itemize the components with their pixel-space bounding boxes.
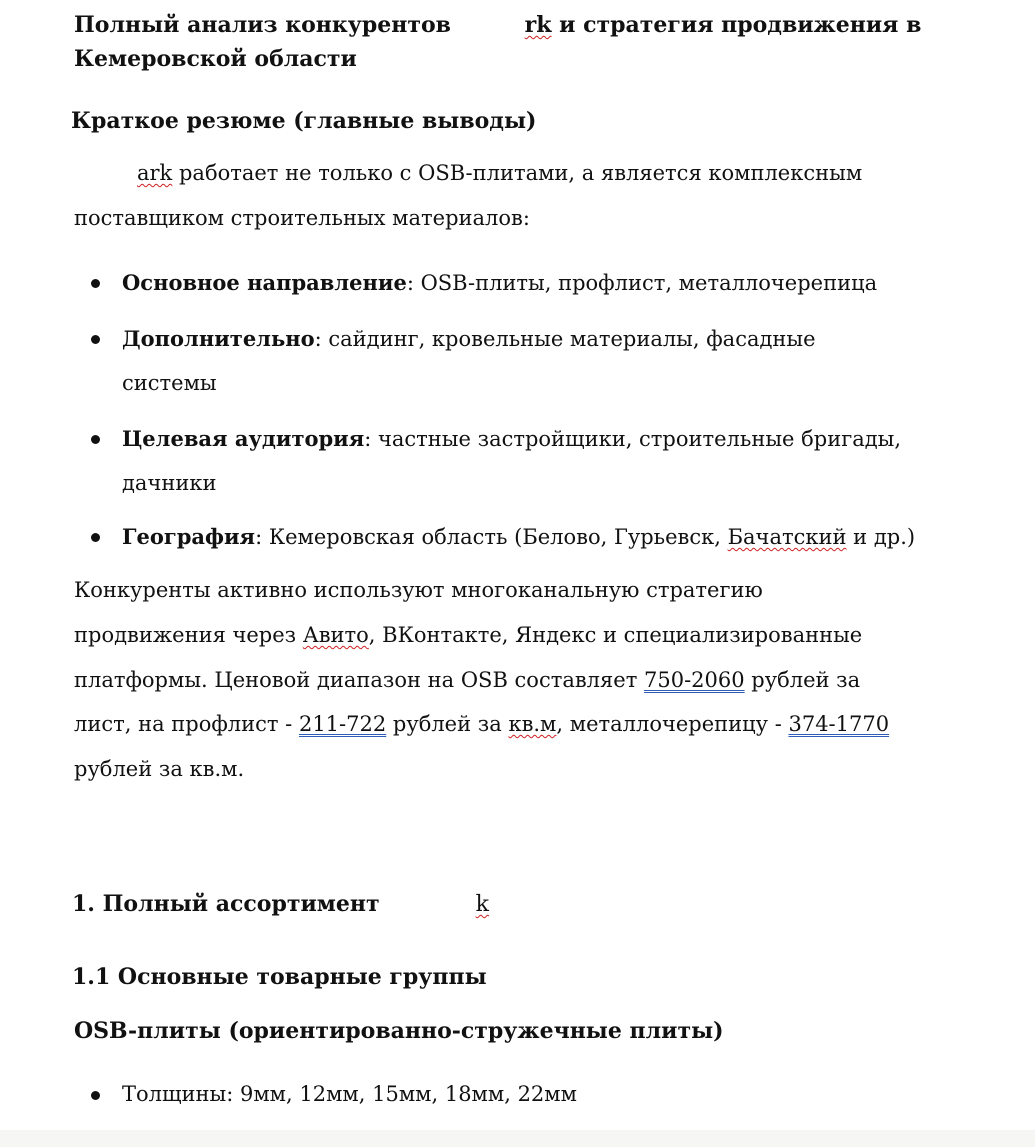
bullet-additional-continuation: системы [122,371,217,395]
bullet-target-audience-continuation: дачники [122,471,217,495]
document-title-line1 [74,14,921,36]
bullet-target-audience [122,428,901,450]
bullet-text: : частные застройщики, строительные бригады, [364,427,902,451]
paragraph-line3 [74,670,860,691]
paragraph-text: лист, на профлист - [74,712,299,736]
price-range-profile-sheet: 211-722 [298,712,387,736]
title-text-start: Полный анализ конкурентов [74,12,451,38]
title-company-fragment: rk [524,12,552,38]
intro-line1 [137,163,862,184]
bullet-dot [91,435,100,444]
redacted-company-name [459,14,525,36]
paragraph-line2 [74,625,862,646]
bullet-label: Дополнительно [122,326,315,351]
bullet-text: : OSB-плиты, профлист, металлочерепица [406,271,878,295]
paragraph-line1: Конкуренты активно используют многоканальную стратегию [74,578,763,602]
bullet-text-misspelled: Бачатский [727,525,847,549]
bullet-text: : Кемеровская область (Белово, Гурьевск, [255,525,728,549]
section11-heading: 1.1 Основные товарные группы [72,964,487,990]
paragraph-line4 [74,714,889,735]
bullet-dot [91,533,100,542]
paragraph-misspelled-word: Авито [302,623,369,647]
redacted-company-name [380,893,476,915]
paragraph-text: платформы. Ценовой диапазон на OSB составляет [74,668,644,692]
paragraph-text: , ВКонтакте, Яндекс и специализированные [368,623,863,647]
bullet-geography [122,526,915,548]
price-range-osb: 750-2060 [643,668,745,692]
summary-heading: Краткое резюме (главные выводы) [71,108,537,134]
bullet-text: : сайдинг, кровельные материалы, фасадные [314,327,816,351]
intro-line2: поставщиком строительных материалов: [74,206,530,230]
bullet-dot [91,1091,100,1100]
osb-thickness-bullet: Толщины: 9мм, 12мм, 15мм, 18мм, 22мм [122,1082,577,1106]
paragraph-line5: рублей за кв.м. [74,757,245,781]
price-range-metal-tile: 374-1770 [788,712,890,736]
intro-line1-text: работает не только с OSB-плитами, а является комплексным [178,161,863,185]
bullet-label: География [122,524,256,549]
title-text-end: и стратегия продвижения в [559,12,922,38]
section1-heading-text: 1. Полный ассортимент [72,891,380,917]
paragraph-text: продвижения через [74,623,303,647]
intro-company-fragment: ark [137,161,173,185]
section1-company-fragment: k [475,892,489,917]
paragraph-text: , металлочерепицу - [556,712,789,736]
document-title-line2: Кемеровской области [74,46,357,72]
osb-heading: OSB-плиты (ориентированно-стружечные плиты) [74,1018,724,1044]
bullet-additional [122,328,816,350]
bullet-dot [91,279,100,288]
bullet-label: Целевая аудитория [122,426,365,451]
paragraph-text: рублей за [386,712,509,736]
bullet-main-direction [122,272,877,294]
paragraph-text: рублей за [744,668,861,692]
section1-heading [72,893,489,916]
paragraph-misspelled-word: кв.м [508,712,557,736]
bullet-dot [91,335,100,344]
bullet-label: Основное направление [122,270,407,295]
bullet-text-end: и др.) [846,525,916,549]
page-bottom-edge [0,1130,1035,1147]
